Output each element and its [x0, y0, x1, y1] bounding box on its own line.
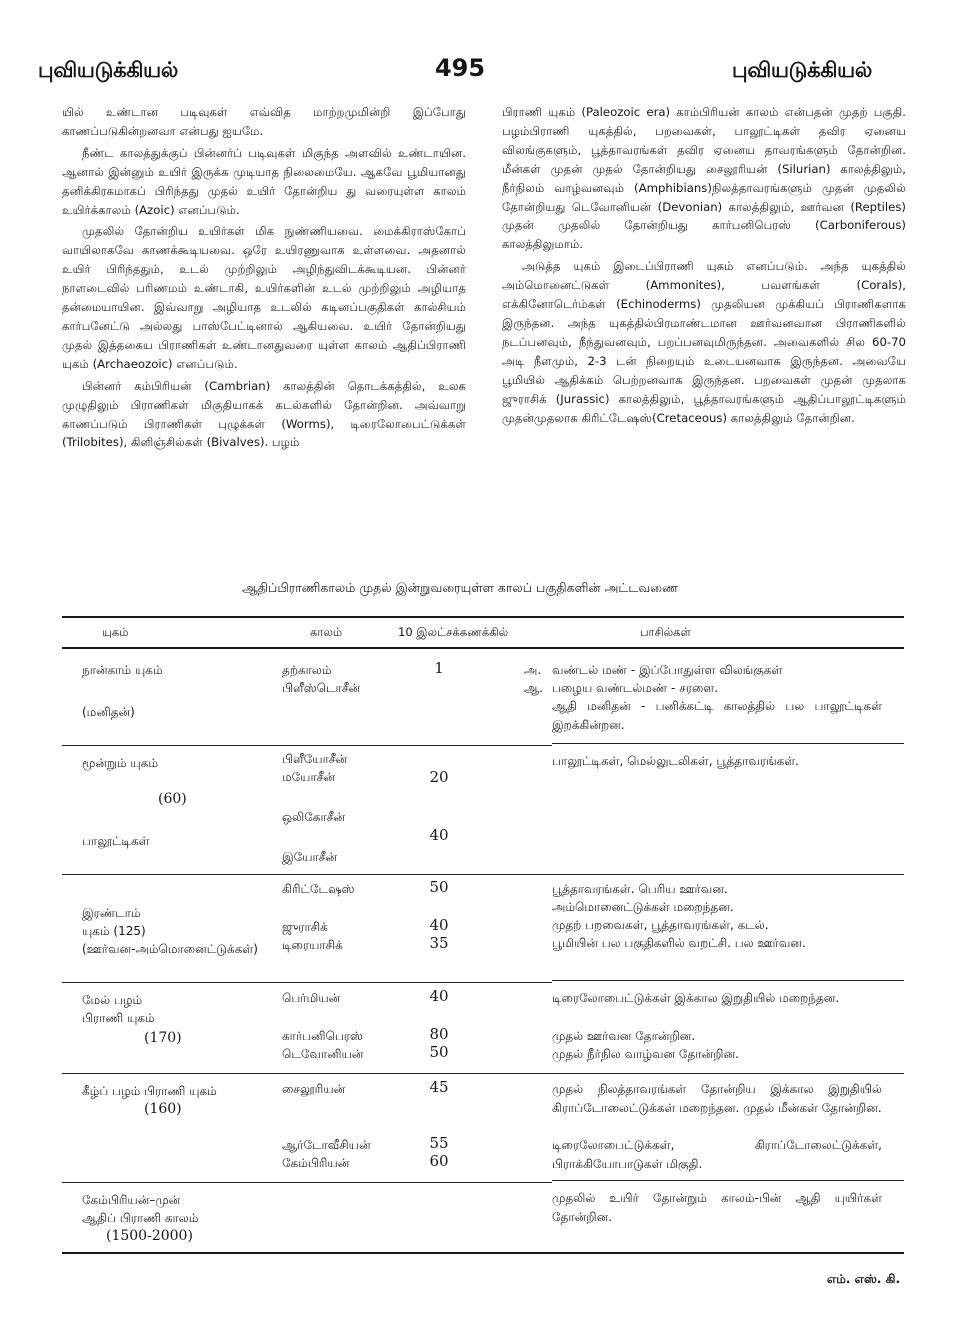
running-head-right: புவியடுக்கியல் — [732, 58, 872, 82]
header-million-years: 10 இலட்சக்கணக்கில் — [398, 625, 509, 639]
mya-value: 80 — [429, 1025, 449, 1043]
mya-value: 40 — [429, 826, 449, 844]
fossil-note: பாலூட்டிகள், மெல்லுடலிகள், பூத்தாவரங்கள். — [552, 754, 799, 768]
fossil-note: ஆதி மனிதன் - பனிக்கட்டி காலத்தில் பல பாலூட்டிகள் இறக்கின்றன. — [552, 699, 882, 732]
epoch: பெர்மியன் — [282, 991, 341, 1005]
era-name: மூன்றும் யுகம் — [82, 756, 159, 770]
mya-value: 40 — [429, 987, 449, 1005]
fossil-note: முதல் ஊர்வன தோன்றின. — [552, 1029, 696, 1043]
right-paragraph: பிராணி யுகம் (Paleozoic era) காம்பிரியன் காலம் என்பதன் முதற் பகுதி. பழம்பிராணி யுகத்தில், பறவைகள், பாலூட்டிகள் தவிர ஏனைய விலங்குகளும், பூத்தாவரங்கள் தவிர ஏனைய தாவரங்களும் தோன்றின. மீன்கள் முதன் முதல் தோன்றியது சைலூரியன் (Silurian) காலத்திலும், நீர்நிலம் வாழ்வனவும் (Amphibians)நிலத்தாவரங்களும் முதன் முதலில் தோன்றியது டெவோனியன் (Devonian) காலத்திலும், ஊர்வன (Reptiles) முதன் முதலில் தோன்றியது கார்பனிபெரஸ் (Carboniferous) காலத்திலுமாம். — [502, 105, 906, 252]
epoch: கார்பனிபெரஸ் — [282, 1029, 363, 1043]
table-bottom-rule — [62, 1252, 904, 1254]
era-years: (160) — [144, 1101, 182, 1117]
table-header-rule — [62, 647, 904, 649]
era-name: நான்காம் யுகம் — [82, 663, 163, 677]
row-divider — [552, 743, 904, 744]
body-columns — [62, 103, 906, 555]
left-paragraph: பின்னர் கம்பிரியன் (Cambrian) காலத்தின் தொடக்கத்தில், உலக முழுதிலும் பிராணிகள் மிகுதியாகக் கடல்களில் தோன்றின. அவ்வாறு காணப்படும் பிராணிகள் புழுக்கள் (Worms), டிரைலோபைட்டுக்கள் (Trilobites), கிளிஞ்சில்கள் (Bivalves). பழம் — [62, 378, 466, 450]
era-sub: (மனிதன்) — [82, 705, 135, 719]
fossil-note: டிரைலோபைட்டுக்கள் இக்கால இறுதியில் மறைந்தன. — [552, 991, 840, 1005]
era-row-mesozoic — [62, 876, 904, 982]
era-row-tertiary — [62, 746, 904, 876]
left-paragraph: முதலில் தோன்றிய உயிர்கள் மிக நுண்ணியவை. மைக்கிராஸ்கோப் வாயிலாகவே காணக்கூடியவை. ஒரே உயிரணுவாக உள்ளவை. அதனால் உயிர் பிரிந்ததும், உடல் முற்றிலும் அழிந்துவிடக்கூடியன. பின்னர் நாளடைவில் பரிணமம் உண்டாகி, உயிர்களின் உடல் முற்றிலும் அழியாத தன்மையாயின. இவ்வாறு அழியாத உடலில் கடினப்பகுதிகள் கால்சியம் கார்பனேட்டு அல்லது பாஸ்பேட்டினால் ஆகியவை. உயிர் தோன்றியது முதல் இத்தகைய பிராணிகள் உண்டானதுவரை யுள்ள காலம் ஆதிப்பிராணி யுகம் (Archaeozoic) எனப்படும். — [62, 224, 466, 371]
page-number: 495 — [434, 54, 486, 82]
era-years: (60) — [158, 791, 187, 807]
fossil-note: பழைய வண்டல்மண் - சரளை. — [552, 681, 719, 695]
row-divider — [552, 874, 904, 875]
era-sub: யுகம் (125) — [82, 924, 146, 938]
row-divider — [552, 1180, 904, 1181]
era-name: கேம்பிரியன்–முன் — [82, 1193, 181, 1207]
mya-value: 60 — [429, 1152, 449, 1170]
era-row-upper-paleozoic — [62, 983, 904, 1073]
table-caption: ஆதிப்பிராணிகாலம் முதல் இன்றுவரையுள்ள காலப் பகுதிகளின் அட்டவணை — [241, 580, 679, 595]
era-row-precambrian — [62, 1183, 904, 1251]
era-row-quaternary — [62, 655, 904, 745]
epoch: டெவோனியன் — [282, 1047, 364, 1061]
row-divider — [552, 980, 904, 981]
mya-value: 40 — [429, 916, 449, 934]
era-sub: பிராணி யுகம் — [82, 1011, 155, 1025]
epoch: பிளீஸ்டொசீன் — [282, 681, 361, 695]
era-sub: பாலூட்டிகள் — [82, 834, 150, 848]
era-row-lower-paleozoic — [62, 1074, 904, 1182]
row-divider — [62, 874, 552, 875]
mya-value: 55 — [429, 1134, 449, 1152]
table-top-rule — [62, 616, 904, 618]
fossil-note: முதல் நிலத்தாவரங்கள் தோன்றிய இக்கால இறுதியில் கிராப்டோலைட்டுக்கள் மறைந்தன. முதல் மீன்கள் தோன்றின. — [552, 1082, 882, 1115]
era-name: மேல் பழம் — [82, 993, 143, 1007]
era-name: இரண்டாம் — [82, 906, 141, 920]
mya-value: 45 — [429, 1078, 449, 1096]
era-years: (170) — [144, 1030, 182, 1046]
author-signature: எம். எஸ். கி. — [826, 1272, 900, 1286]
right-column — [502, 103, 906, 555]
header-era: யுகம் — [102, 625, 129, 639]
epoch: இயோசீன் — [282, 850, 338, 864]
epoch: பிளீயோசீன் — [282, 752, 348, 766]
epoch: ஆர்டோவீசியன் — [282, 1138, 371, 1152]
left-column — [62, 103, 466, 555]
mya-value: 20 — [429, 768, 449, 786]
running-head-left: புவியடுக்கியல் — [38, 58, 178, 82]
fossil-note: வண்டல் மண் - இப்போதுள்ள விலங்குகள் — [552, 663, 783, 677]
mya-value: 1 — [434, 659, 444, 677]
fossil-note: முதலில் உயிர் தோன்றும் காலம்-பின் ஆதி யுயிர்கள் தோன்றின. — [552, 1191, 882, 1224]
epoch: டிரையாசிக் — [282, 938, 343, 952]
epoch: சைலூரியன் — [282, 1082, 346, 1096]
right-paragraph: அடுத்த யுகம் இடைப்பிராணி யுகம் எனப்படும். அந்த யுகத்தில் அம்மொனைட்டுகள் (Ammonites), பவளங்கள் (Corals), எக்கினோடெர்ம்கள் (Echinoderms) முதலியன முக்கியப் பிராணிகளாக இருந்தன. அந்த யுகத்தில்பிரமாண்டமான ஊர்வனவான பிராணிகளில் நடப்பனவும், நீந்துவனவும், பறப்பனவுமிருந்தன. அவைகளில் சில 60-70 அடி நீளமும், 2-3 டன் நிறையும் உடையனவாக இருந்தன. அவையே பூமியில் ஆதிக்கம் பெற்றனவாக இருந்தன. பறவைகள் முதன் முதலாக ஜுராசிக் (Jurassic) காலத்திலும், பூத்தாவரங்களும் ஆதிப்பாலூட்டிகளும் முதன்முதலாக கிரிட்டேஷஸ்(Cretaceous) காலத்திலும் தோன்றின. — [502, 259, 906, 425]
epoch: ஒலிகோசீன் — [282, 810, 346, 824]
marker: ஆ. — [524, 681, 543, 695]
fossil-note: அம்மொனைட்டுக்கள் மறைந்தன. — [552, 900, 734, 914]
mya-value: 50 — [429, 1043, 449, 1061]
fossil-note: பூத்தாவரங்கள். பெரிய ஊர்வன. — [552, 882, 728, 896]
fossil-note: டிரைலோபைட்டுக்கள், கிராப்டோலைட்டுக்கள், பிராக்கியோபாடுகள் மிகுதி. — [552, 1138, 882, 1171]
era-name: கீழ்ப் பழம் பிராணி யுகம் — [82, 1084, 217, 1098]
fossil-note: பூமியின் பல பகுதிகளில் வறட்சி. பல ஊர்வன. — [552, 936, 806, 950]
era-years: (1500-2000) — [106, 1228, 193, 1244]
epoch: கிரிட்டேஷஸ் — [282, 882, 355, 896]
era-note: (ஊர்வன-அம்மொனைட்டுக்கள்) — [82, 942, 258, 956]
fossil-note: முதல் நீர்நில வாழ்வன தோன்றின. — [552, 1047, 739, 1061]
marker: அ. — [524, 663, 542, 677]
header-fossils: பாசில்கள் — [640, 625, 691, 639]
left-paragraph: நீண்ட காலத்துக்குப் பின்னர்ப் படிவுகள் மிகுந்த அளவில் உண்டாயின. ஆனால் இன்னும் உயிர் இருக்க முடியாத நிலைமையே. ஆகவே பூமியானது தனிக்கிரகமாகப் பிரிந்தது முதல் உயிர் தோன்றிய து வரையுள்ள காலம் உயிர்க்காலம் (Azoic) எனப்படும். — [62, 145, 466, 217]
era-sub: ஆதிப் பிராணி காலம் — [82, 1211, 199, 1225]
left-paragraph: யில் உண்டான படிவுகள் எவ்வித மாற்றமுமின்றி இப்போது காணப்படுகின்றனவா என்பது ஐயமே. — [62, 105, 466, 138]
epoch: ஜுராசிக் — [282, 920, 328, 934]
header-period: காலம் — [310, 625, 343, 639]
epoch: மயோசீன் — [282, 770, 336, 784]
mya-value: 35 — [429, 934, 449, 952]
epoch: கேம்பிரியன் — [282, 1156, 350, 1170]
epoch: தற்காலம் — [282, 663, 332, 677]
mya-value: 50 — [429, 878, 449, 896]
fossil-note: முதற் பறவைகள், பூத்தாவரங்கள், கடல். — [552, 918, 769, 932]
